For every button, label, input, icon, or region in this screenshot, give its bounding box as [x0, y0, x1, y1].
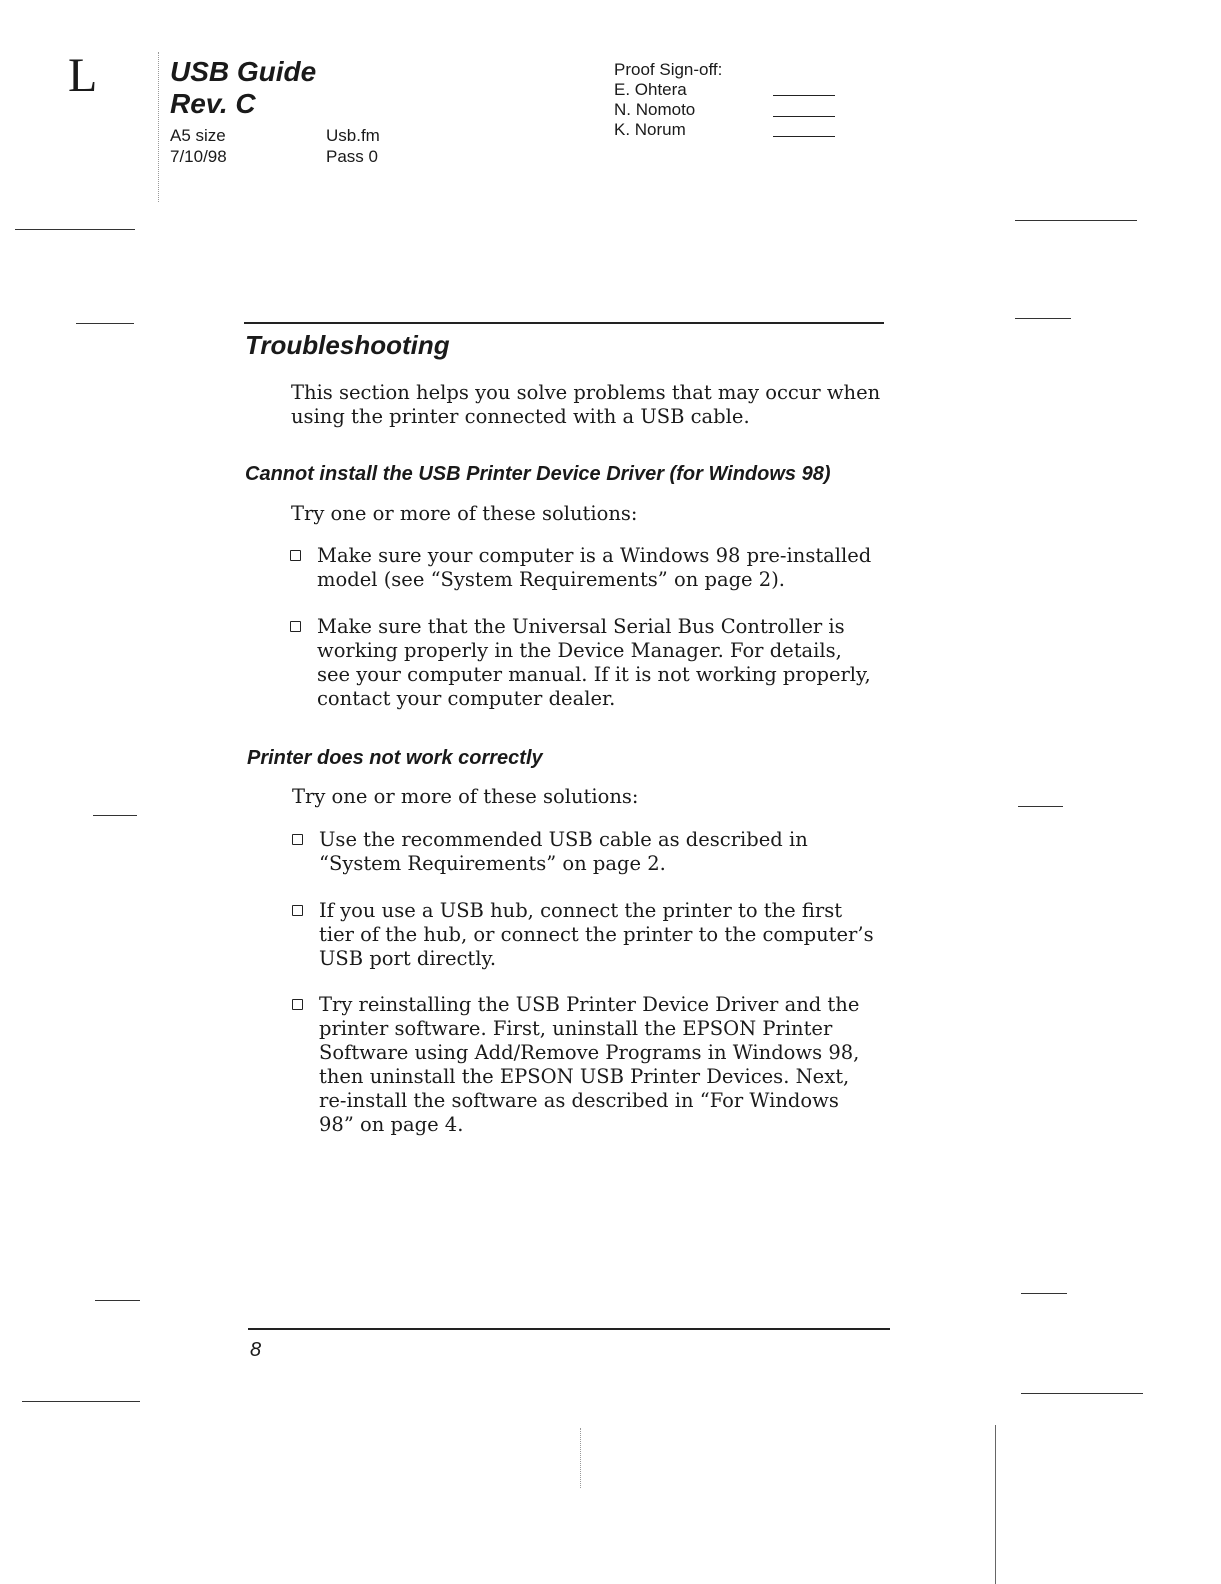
- checkbox-bullet-icon: [292, 999, 303, 1010]
- section-rule: [244, 322, 884, 324]
- list-item-text: Try reinstalling the USB Printer Device Driver and the printer software. First, uninstall the EPSON Printer Software using Add/Remove Programs in Windows 98, then uninstall the EPSON USB Printer Devices. Next, re-install the software as described in “For Windows 98” on page 4.: [319, 993, 860, 1136]
- crop-mark: [1021, 1393, 1143, 1394]
- guide-title: USB Guide: [170, 56, 317, 87]
- checkbox-bullet-icon: [290, 621, 301, 632]
- list-item: [292, 828, 875, 876]
- crop-mark: [1018, 806, 1063, 807]
- edge-vertical-mark: [995, 1425, 996, 1584]
- meta-file: Usb.fm: [326, 126, 380, 145]
- crop-mark: [76, 323, 134, 324]
- list-item-text: Use the recommended USB cable as described in “System Requirements” on page 2.: [319, 828, 808, 875]
- list-item-text: Make sure your computer is a Windows 98 pre-installed model (see “System Requirements” on page 2).: [317, 544, 872, 591]
- signature-line-3: [773, 136, 835, 137]
- meta-size: A5 size: [170, 126, 226, 145]
- signature-line-2: [773, 116, 835, 117]
- header-dotted-guide: [158, 52, 159, 202]
- subsection-lead: Try one or more of these solutions:: [291, 502, 638, 525]
- section-title: Troubleshooting: [245, 330, 450, 360]
- page-number: 8: [250, 1339, 262, 1361]
- list-item-text: If you use a USB hub, connect the printer to the first tier of the hub, or connect the printer to the computer’s USB port directly.: [319, 899, 874, 970]
- crop-mark: [93, 815, 137, 816]
- crop-mark: [95, 1300, 140, 1301]
- subsection-lead: Try one or more of these solutions:: [292, 785, 639, 808]
- footer-rule: [248, 1328, 890, 1330]
- guide-revision: Rev. C: [170, 88, 256, 119]
- list-item: [290, 615, 873, 711]
- proof-signer-1: E. Ohtera: [614, 80, 687, 99]
- proof-signoff-label: Proof Sign-off:: [614, 60, 723, 79]
- proof-signer-3: K. Norum: [614, 120, 686, 139]
- checkbox-bullet-icon: [290, 550, 301, 561]
- list-item: [290, 544, 873, 592]
- list-item: [292, 899, 875, 971]
- crop-mark: [15, 229, 135, 230]
- section-intro: This section helps you solve problems that may occur when using the printer connected with a USB cable.: [291, 381, 881, 428]
- list-item-text: Make sure that the Universal Serial Bus Controller is working properly in the Device Manager. For details, see your computer manual. If it is not working properly, contact your computer dealer.: [317, 615, 871, 710]
- crop-mark: [22, 1401, 140, 1402]
- checkbox-bullet-icon: [292, 834, 303, 845]
- crop-mark: [1021, 1293, 1067, 1294]
- list-item: [292, 993, 875, 1137]
- meta-pass: Pass 0: [326, 147, 378, 166]
- crop-mark: [1015, 318, 1071, 319]
- proof-signer-2: N. Nomoto: [614, 100, 696, 119]
- subsection-heading-printer-not-working: Printer does not work correctly: [247, 747, 543, 769]
- corner-letter: L: [68, 49, 98, 102]
- signature-line-1: [773, 95, 835, 96]
- center-dotted-mark: [580, 1428, 581, 1488]
- crop-mark: [1015, 220, 1137, 221]
- checkbox-bullet-icon: [292, 905, 303, 916]
- meta-date: 7/10/98: [170, 147, 227, 166]
- subsection-heading-install-driver: Cannot install the USB Printer Device Driver (for Windows 98): [245, 463, 831, 485]
